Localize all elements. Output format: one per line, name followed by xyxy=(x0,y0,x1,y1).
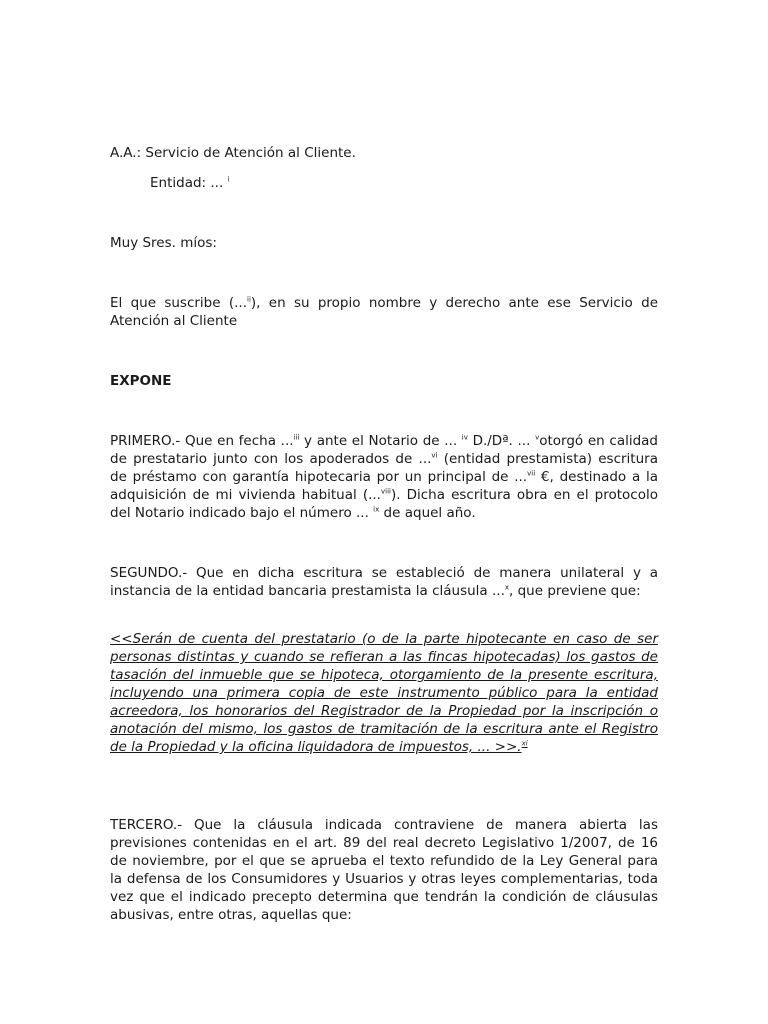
footnote-ref: iv xyxy=(461,433,468,442)
footnote-ref: ii xyxy=(247,295,251,304)
footnote-ref: vii xyxy=(527,469,536,478)
intro-paragraph: El que suscribe (...$^{ii}$), en su propio nombre y derecho ante ese Servicio de Atención al Cliente xyxy=(110,295,658,329)
footnote-ref: x xyxy=(504,583,510,592)
segundo-paragraph: SEGUNDO.- Que en dicha escritura se estableció de manera unilateral y a instancia de la entidad bancaria prestamista la cláusula ...$^x$, que previene que: xyxy=(110,565,658,599)
addressee-line: A.A.: Servicio de Atención al Cliente. xyxy=(110,145,356,161)
entity-label: Entidad: ... xyxy=(150,175,224,191)
footnote-ref: v xyxy=(535,433,540,442)
footnote-ref: xi xyxy=(521,739,528,748)
footnote-ref: vi xyxy=(431,451,438,460)
clause-text: <<Serán de cuenta del prestatario (o de la parte hipotecante en caso de ser personas distintas y cuando se refieran a las fincas hipotecadas) los gastos de tasación del inmueble que se hipoteca, otorgamiento de la presente escritura, incluyendo una primera copia de este instrumento público para la entidad acreedora, los honorarios del Registrador de la Propiedad por la inscripción o anotación del mismo, los gastos de tramitación de la escritura ante el Registro de la Propiedad y la oficina liquidadora de impuestos, ... >>. xyxy=(110,631,658,755)
footnote-ref: ix xyxy=(373,505,380,514)
clause-quote xyxy=(110,630,658,756)
footnote-ref: i xyxy=(227,175,230,184)
salutation: Muy Sres. míos: xyxy=(110,235,217,251)
tercero-paragraph: TERCERO.- Que la cláusula indicada contraviene de manera abierta las previsiones contenidas en el art. 89 del real decreto Legislativo 1/2007, de 16 de noviembre, por el que se aprueba el texto refundido de la Ley General para la defensa de los Consumidores y Usuarios y otras leyes complementarias, toda vez que el indicado precepto determina que tendrán la condición de cláusulas abusivas, entre otras, aquellas que: xyxy=(110,817,658,923)
footnote-ref: viii xyxy=(380,487,391,496)
primero-paragraph: PRIMERO.- Que en fecha ...$^{iii}$ y ante el Notario de ... $^{iv}$ D./Dª. ... $^v$otorgó en calidad de prestatario junto con los apoderados de ...$^{vi}$ (entidad prestamista) escritura de préstamo con garantía hipotecaria por un principal de ...$^{vii}$ €, destinado a la adquisición de mi vivienda habitual (...$^{viii}$). Dicha escritura obra en el protocolo del Notario indicado bajo el número ... $^{ix}$ de aquel año. xyxy=(110,433,659,521)
entity-line xyxy=(150,174,230,192)
footnote-ref: iii xyxy=(293,433,300,442)
section-heading: EXPONE xyxy=(110,373,172,389)
